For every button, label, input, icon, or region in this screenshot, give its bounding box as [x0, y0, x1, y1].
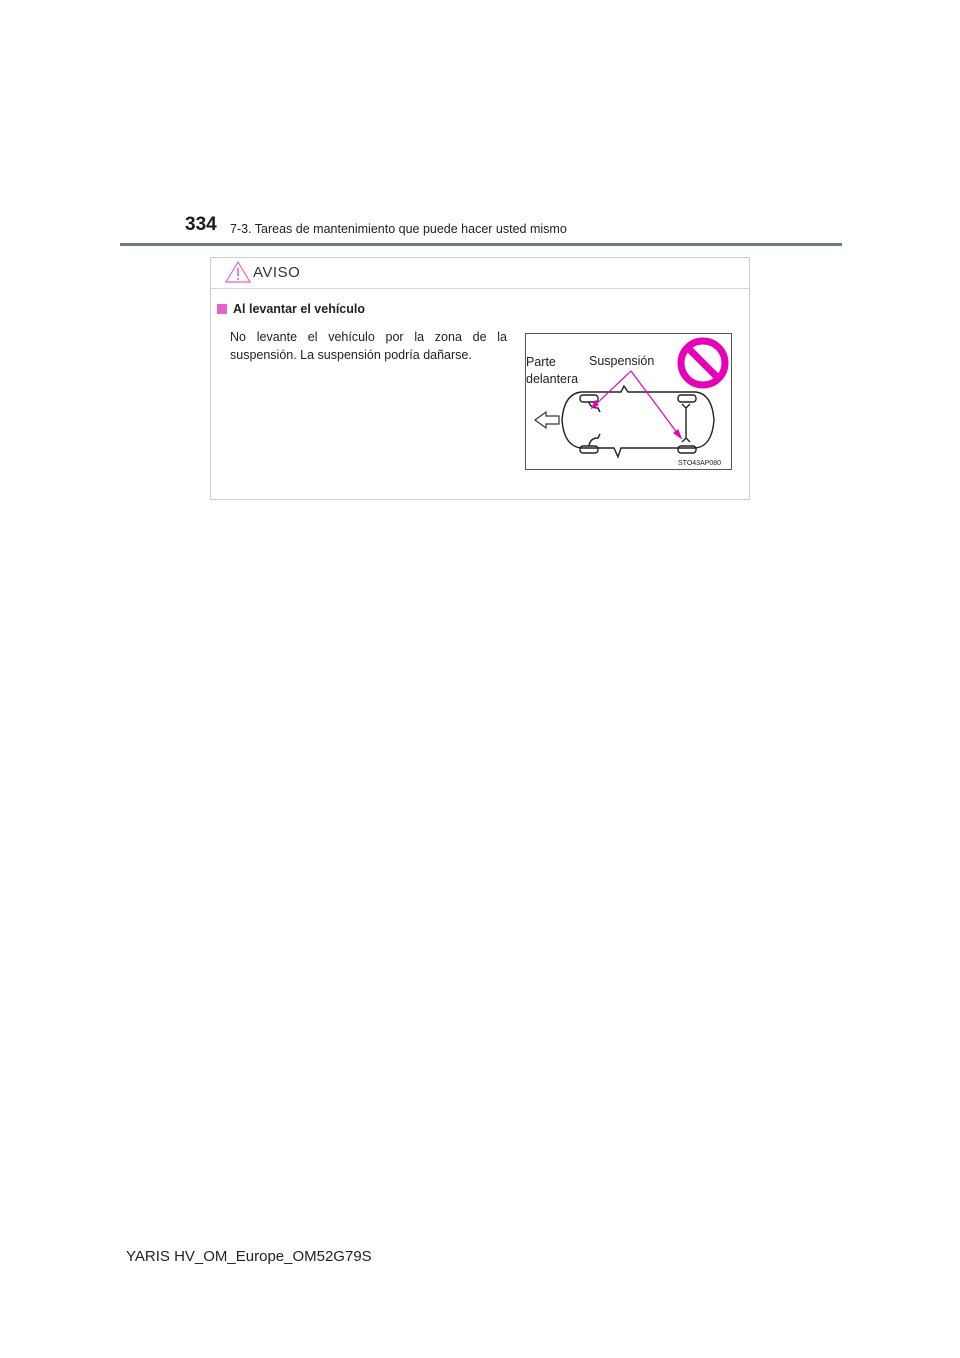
warning-heading: [217, 302, 365, 316]
warning-label: AVISO: [253, 264, 301, 281]
suspension-label: Suspensión: [589, 354, 655, 368]
page-number: 334: [185, 214, 217, 235]
warning-body: No levante el vehículo por la zona de la suspensión. La suspensión podría dañarse.: [230, 330, 507, 362]
warning-heading-text: Al levantar el vehículo: [233, 302, 365, 316]
warning-triangle-icon: [225, 260, 251, 289]
suspension-pointer-lines: [592, 371, 681, 438]
warning-header: [211, 258, 749, 289]
square-bullet-icon: [217, 304, 227, 314]
suspension-figure: [525, 333, 732, 470]
section-title: 7-3. Tareas de mantenimiento que puede hacer usted mismo: [230, 222, 567, 236]
car-outline: [562, 386, 714, 457]
front-label: [526, 354, 578, 388]
front-label-line1: Parte: [526, 355, 556, 369]
header-divider: [120, 243, 842, 246]
prohibition-icon: [681, 341, 725, 385]
figure-id: STO43AP080: [678, 460, 722, 467]
front-arrow-icon: [535, 412, 559, 428]
front-label-line2: delantera: [526, 372, 579, 386]
document-id: YARIS HV_OM_Europe_OM52G79S: [126, 1248, 372, 1265]
